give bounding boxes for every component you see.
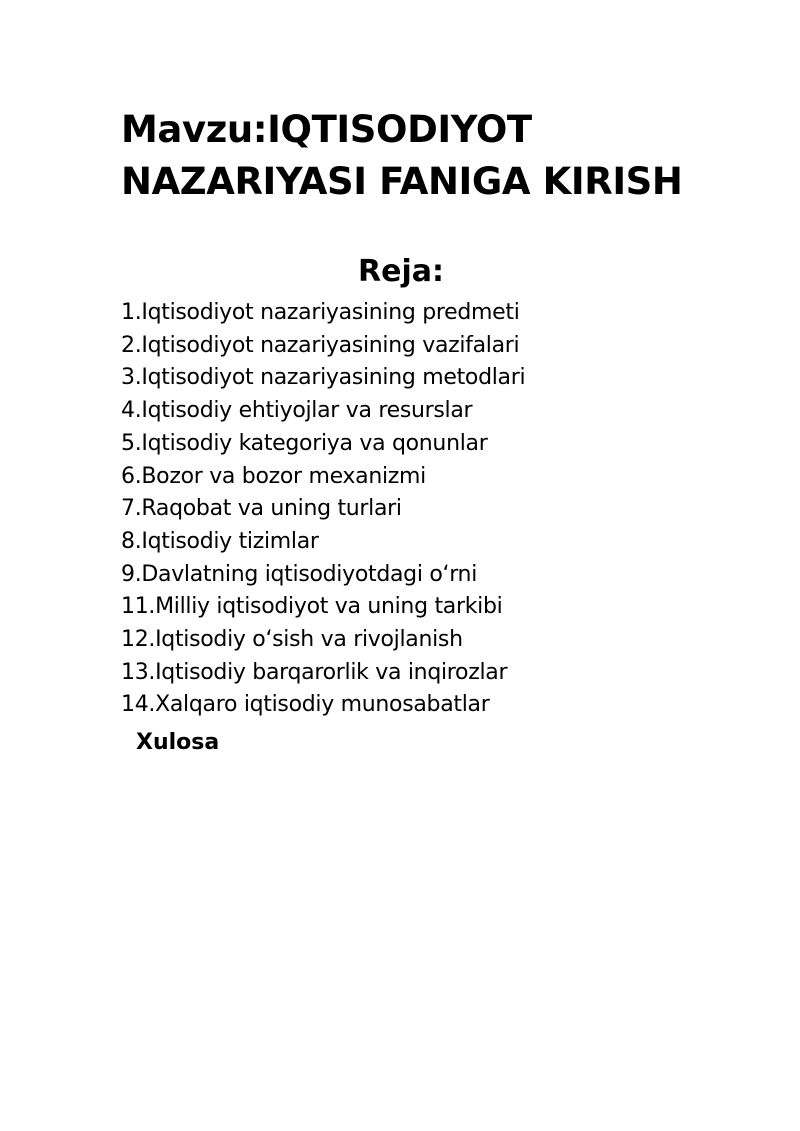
document-title (121, 104, 741, 208)
plan-item: 5.Iqtisodiy kategoriya va qonunlar (121, 430, 488, 456)
plan-item: 9.Davlatning iqtisodiyotdagi o‘rni (121, 561, 478, 587)
conclusion-heading: Xulosa (136, 730, 220, 755)
plan-item: 1.Iqtisodiyot nazariyasining predmeti (121, 300, 520, 325)
plan-list (121, 297, 741, 722)
plan-item: 4.Iqtisodiy ehtiyojlar va resurslar (121, 398, 473, 424)
plan-item: 8.Iqtisodiy tizimlar (121, 528, 319, 554)
plan-item: 12.Iqtisodiy o‘sish va rivojlanish (121, 627, 463, 653)
plan-item: 3.Iqtisodiyot nazariyasining metodlari (121, 365, 526, 391)
title-line-1: Mavzu:IQTISODIYOT (121, 108, 532, 151)
plan-item: 2.Iqtisodiyot nazariyasining vazifalari (121, 332, 520, 358)
plan-item: 11.Milliy iqtisodiyot va uning tarkibi (121, 594, 503, 620)
plan-item: 7.Raqobat va uning turlari (121, 496, 402, 522)
title-line-2: NAZARIYASI FANIGA KIRISH (121, 160, 683, 203)
plan-item: 6.Bozor va bozor mexanizmi (121, 463, 426, 489)
plan-item: 14.Xalqaro iqtisodiy munosabatlar (121, 692, 490, 718)
plan-heading: Reja: (358, 254, 444, 289)
plan-item: 13.Iqtisodiy barqarorlik va inqirozlar (121, 659, 508, 685)
